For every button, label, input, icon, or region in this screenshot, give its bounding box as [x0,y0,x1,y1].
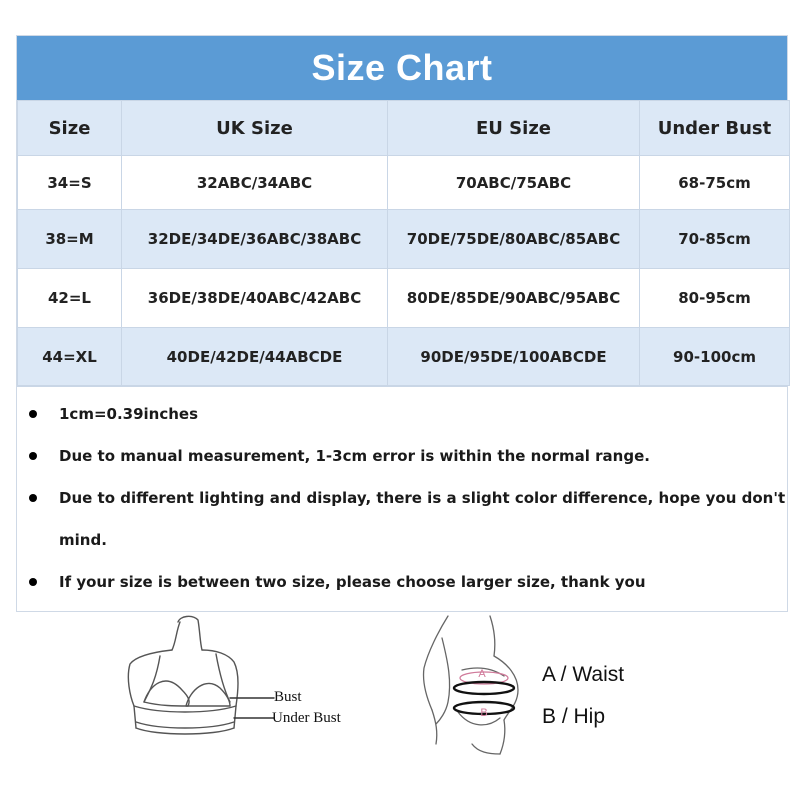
column-header-under-bust: Under Bust [640,101,790,156]
column-header-size: Size [18,101,122,156]
size-chart [16,35,788,612]
note-text: If your size is between two size, please choose larger size, thank you [59,573,646,591]
under-bust-cell: 70-85cm [640,210,790,269]
uk-size-cell: 32ABC/34ABC [122,156,388,210]
column-header-uk-size: UK Size [122,101,388,156]
notes-list [17,386,787,611]
list-item [17,435,787,477]
eu-size-cell: 90DE/95DE/100ABCDE [388,328,640,386]
bullet-icon [29,578,37,586]
bust-label: Bust [274,689,302,705]
uk-size-cell: 36DE/38DE/40ABC/42ABC [122,269,388,328]
chart-title: Size Chart [17,36,787,100]
uk-size-cell: 40DE/42DE/44ABCDE [122,328,388,386]
table-row [18,156,790,210]
list-item [17,477,787,561]
bullet-icon [29,452,37,460]
waist-hip-figure [418,612,538,758]
eu-size-cell: 80DE/85DE/90ABC/95ABC [388,269,640,328]
list-item [17,393,787,435]
size-table [17,100,790,386]
table-row [18,269,790,328]
under-bust-cell: 90-100cm [640,328,790,386]
under-bust-label: Under Bust [272,710,341,726]
size-cell: 38=M [18,210,122,269]
marker-a: A [478,668,486,680]
bust-mannequin-icon [120,610,380,760]
column-header-eu-size: EU Size [388,101,640,156]
size-cell: 42=L [18,269,122,328]
table-row [18,210,790,269]
note-text: Due to different lighting and display, there is a slight color difference, hope you don't mind. [59,489,786,549]
hip-label: B / Hip [542,705,606,728]
bust-measurement-figure [120,610,380,760]
uk-size-cell: 32DE/34DE/36ABC/38ABC [122,210,388,269]
note-text: 1cm=0.39inches [59,405,199,423]
table-row [18,328,790,386]
bullet-icon [29,410,37,418]
table-header-row [18,101,790,156]
note-text: Due to manual measurement, 1-3cm error is within the normal range. [59,447,650,465]
bullet-icon [29,494,37,502]
size-cell: 44=XL [18,328,122,386]
waist-label: A / Waist [542,663,625,686]
body-silhouette-icon [418,612,538,758]
list-item [17,561,787,603]
eu-size-cell: 70DE/75DE/80ABC/85ABC [388,210,640,269]
marker-b: B [480,707,488,719]
under-bust-cell: 80-95cm [640,269,790,328]
size-cell: 34=S [18,156,122,210]
eu-size-cell: 70ABC/75ABC [388,156,640,210]
under-bust-cell: 68-75cm [640,156,790,210]
